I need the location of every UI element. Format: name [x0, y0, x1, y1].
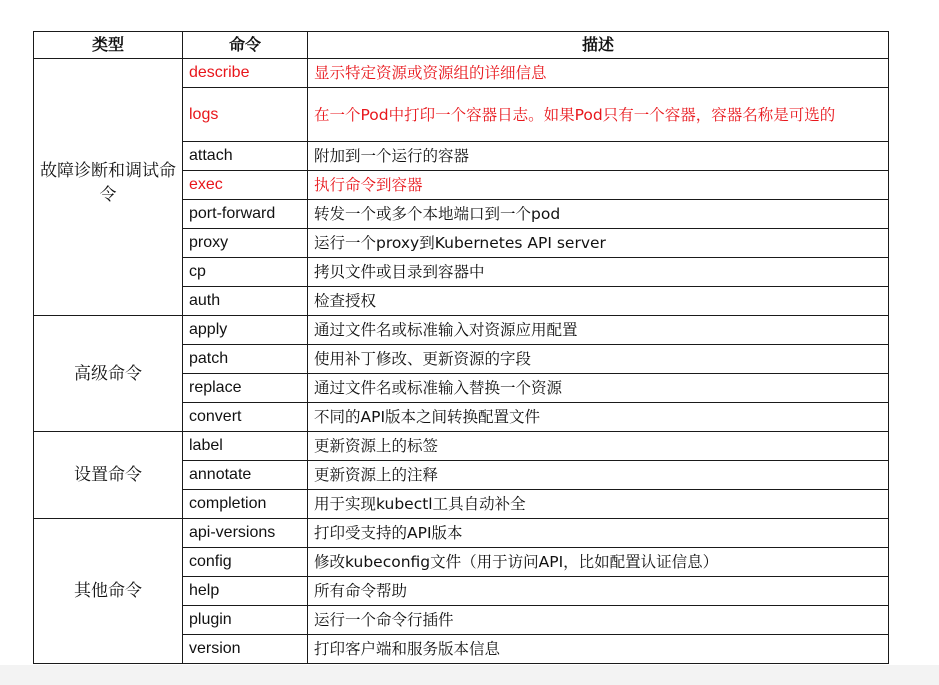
description-cell: 不同的API版本之间转换配置文件 [308, 403, 889, 432]
command-cell: api-versions [183, 519, 308, 548]
description-cell: 检查授权 [308, 287, 889, 316]
description-cell: 通过文件名或标准输入替换一个资源 [308, 374, 889, 403]
command-cell: auth [183, 287, 308, 316]
category-cell: 设置命令 [34, 432, 183, 519]
category-cell: 高级命令 [34, 316, 183, 432]
header-command: 命令 [183, 32, 308, 59]
description-cell: 打印客户端和服务版本信息 [308, 635, 889, 664]
command-cell: version [183, 635, 308, 664]
description-cell: 执行命令到容器 [308, 171, 889, 200]
header-row [34, 32, 889, 59]
description-cell: 打印受支持的API版本 [308, 519, 889, 548]
command-cell: help [183, 577, 308, 606]
table-row [34, 316, 889, 345]
command-cell: convert [183, 403, 308, 432]
description-cell: 修改kubeconfig文件（用于访问API，比如配置认证信息） [308, 548, 889, 577]
category-cell: 其他命令 [34, 519, 183, 664]
table-body [34, 59, 889, 664]
command-cell: describe [183, 59, 308, 88]
description-cell: 用于实现kubectl工具自动补全 [308, 490, 889, 519]
description-cell: 更新资源上的标签 [308, 432, 889, 461]
table-row [34, 59, 889, 88]
description-cell: 附加到一个运行的容器 [308, 142, 889, 171]
command-cell: apply [183, 316, 308, 345]
command-cell: patch [183, 345, 308, 374]
command-cell: port-forward [183, 200, 308, 229]
command-cell: label [183, 432, 308, 461]
table-row [34, 432, 889, 461]
command-cell: annotate [183, 461, 308, 490]
description-cell: 运行一个命令行插件 [308, 606, 889, 635]
header-type: 类型 [34, 32, 183, 59]
description-cell: 转发一个或多个本地端口到一个pod [308, 200, 889, 229]
category-cell: 故障诊断和调试命令 [34, 59, 183, 316]
command-cell: proxy [183, 229, 308, 258]
command-cell: completion [183, 490, 308, 519]
table-row [34, 519, 889, 548]
description-cell: 运行一个proxy到Kubernetes API server [308, 229, 889, 258]
description-cell: 显示特定资源或资源组的详细信息 [308, 59, 889, 88]
command-cell: logs [183, 88, 308, 142]
description-cell: 在一个Pod中打印一个容器日志。如果Pod只有一个容器，容器名称是可选的 [308, 88, 889, 142]
description-cell: 使用补丁修改、更新资源的字段 [308, 345, 889, 374]
command-table [33, 31, 889, 664]
description-cell: 更新资源上的注释 [308, 461, 889, 490]
command-cell: attach [183, 142, 308, 171]
command-cell: cp [183, 258, 308, 287]
description-cell: 所有命令帮助 [308, 577, 889, 606]
description-cell: 通过文件名或标准输入对资源应用配置 [308, 316, 889, 345]
description-cell: 拷贝文件或目录到容器中 [308, 258, 889, 287]
command-cell: plugin [183, 606, 308, 635]
bottom-band [0, 665, 939, 685]
header-description: 描述 [308, 32, 889, 59]
command-cell: config [183, 548, 308, 577]
command-cell: exec [183, 171, 308, 200]
command-cell: replace [183, 374, 308, 403]
